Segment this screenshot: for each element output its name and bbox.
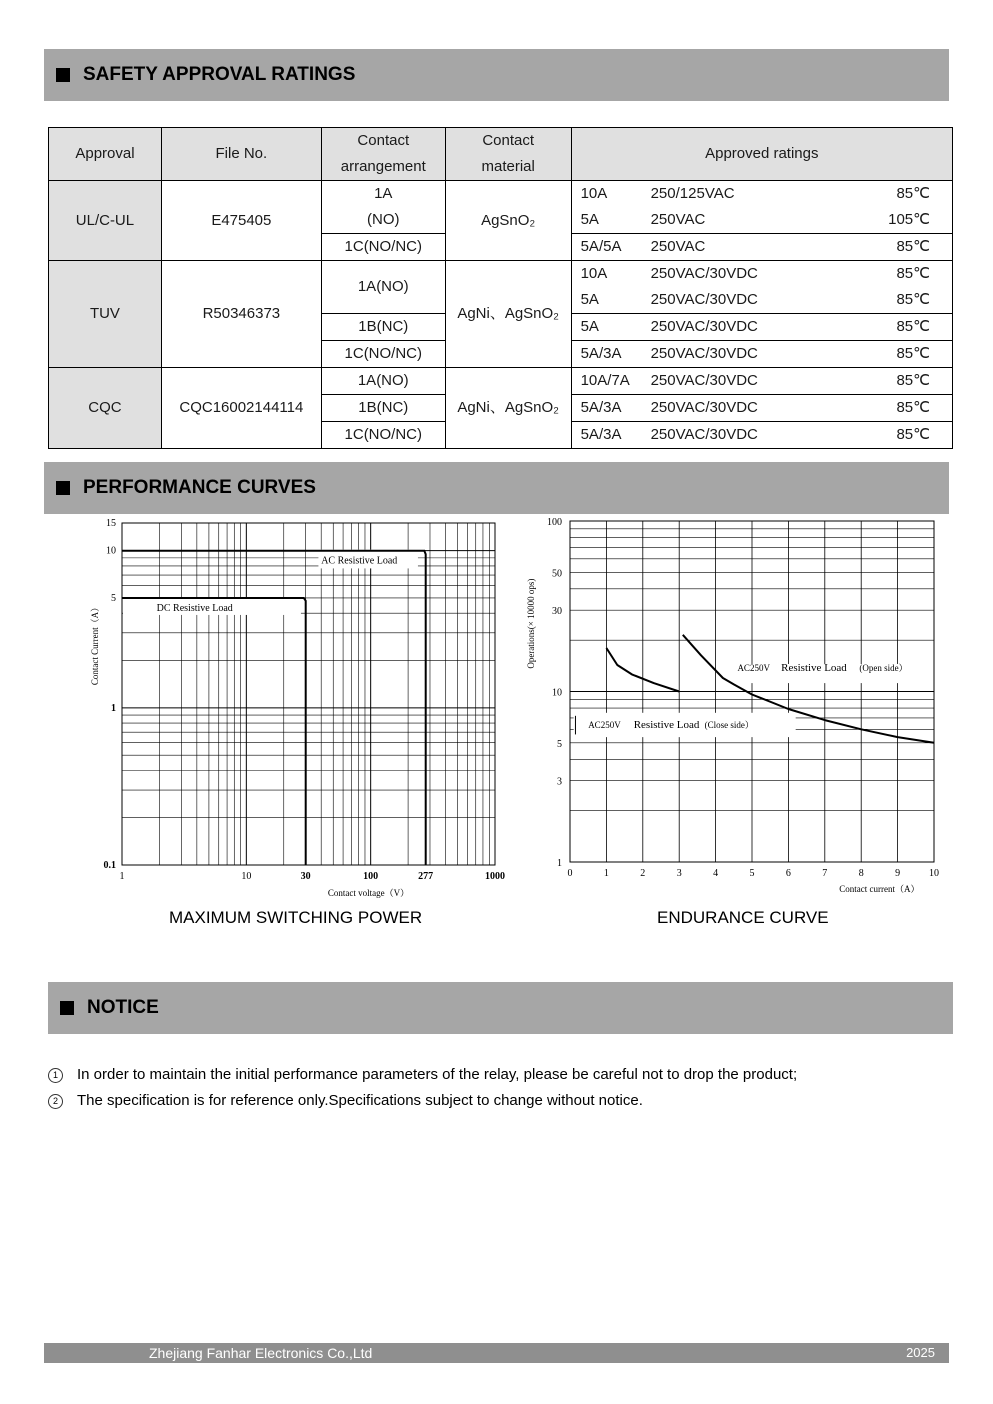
arrangement-cell: 1C(NO/NC) — [321, 341, 445, 368]
approval-table — [48, 127, 953, 449]
chart-caption-left: MAXIMUM SWITCHING POWER — [169, 908, 423, 927]
rating-current: 5A — [580, 291, 599, 308]
rating-voltage: 250VAC/30VDC — [650, 291, 758, 308]
arrangement-cell: 1C(NO/NC) — [321, 422, 445, 449]
x-tick-label: 7 — [822, 868, 828, 879]
rating-temp: 85℃ — [896, 399, 930, 416]
y-tick-label: 5 — [111, 592, 116, 604]
x-tick-label: 100 — [363, 871, 379, 882]
open-label-side: (Open side） — [859, 662, 908, 673]
y-axis-label: Operations(× 10000 ops) — [526, 578, 536, 669]
rating-voltage: 250VAC/30VDC — [650, 265, 758, 282]
rating-cell — [571, 234, 952, 261]
y-tick-label: 10 — [552, 687, 562, 699]
y-tick-label: 1 — [557, 858, 562, 869]
rating-cell — [571, 261, 952, 288]
section-title: NOTICE — [87, 997, 159, 1018]
section-header-safety — [44, 49, 949, 101]
rating-current: 5A — [580, 211, 599, 228]
rating-current: 5A — [580, 318, 599, 335]
rating-cell — [571, 368, 952, 395]
y-tick-label: 0.1 — [103, 860, 116, 871]
rating-temp: 85℃ — [896, 238, 930, 255]
y-tick-label: 100 — [547, 517, 562, 528]
rating-temp: 85℃ — [896, 372, 930, 389]
x-tick-label: 4 — [713, 868, 719, 879]
header-contact-arrangement-2: arrangement — [321, 154, 445, 181]
table-row — [49, 181, 953, 208]
page-footer — [44, 1343, 949, 1363]
open-label-ac250v: AC250V — [737, 662, 770, 673]
header-file-no: File No. — [161, 128, 321, 181]
rating-voltage: 250VAC/30VDC — [650, 399, 758, 416]
header-contact-arrangement: Contact — [321, 128, 445, 155]
section-header-performance — [44, 462, 949, 514]
arrangement-cell: 1C(NO/NC) — [321, 234, 445, 261]
x-tick-label: 9 — [895, 868, 901, 879]
notice-text: The specification is for reference only.Specifications subject to change without notice. — [77, 1092, 643, 1109]
rating-cell — [571, 181, 952, 208]
rating-voltage: 250VAC — [650, 238, 706, 255]
chart-grid — [570, 521, 934, 862]
rating-current: 5A/3A — [580, 426, 622, 443]
y-tick-label: 30 — [552, 606, 562, 618]
open-label-resistive-load: Resistive Load — [781, 661, 847, 674]
rating-voltage: 250VAC/30VDC — [650, 318, 758, 335]
chart-caption-right: ENDURANCE CURVE — [657, 908, 829, 927]
endurance-chart — [520, 515, 950, 905]
arrangement-cell: 1B(NC) — [321, 395, 445, 422]
y-tick-label: 50 — [552, 568, 562, 580]
y-tick-label: 3 — [557, 776, 562, 788]
circled-number-icon: 1 — [48, 1068, 63, 1083]
material-cell: AgNi、AgSnO₂ — [445, 261, 571, 368]
chart-ticks — [526, 517, 939, 894]
notice-item — [48, 1092, 643, 1109]
approval-cell: TUV — [49, 261, 162, 368]
arrangement-cell: 1A(NO) — [321, 261, 445, 314]
x-tick-label: 0 — [567, 868, 573, 879]
material-cell: AgNi、AgSnO₂ — [445, 368, 571, 449]
arrangement-cell: (NO) — [321, 207, 445, 234]
rating-cell — [571, 422, 952, 449]
x-axis-label: Contact current（A） — [839, 884, 920, 894]
rating-temp: 85℃ — [896, 426, 930, 443]
y-axis-label: Contact Current（A） — [90, 602, 100, 686]
rating-voltage: 250/125VAC — [650, 185, 735, 202]
header-approval: Approval — [49, 128, 162, 181]
rating-temp: 85℃ — [896, 291, 930, 308]
rating-temp: 85℃ — [896, 185, 930, 202]
table-row — [49, 368, 953, 395]
file-no-cell: E475405 — [161, 181, 321, 261]
close-label-resistive-load: Resistive Load — [633, 719, 700, 732]
chart-grid — [122, 523, 495, 865]
x-tick-label: 10 — [241, 871, 252, 882]
rating-cell — [571, 314, 952, 341]
rating-cell — [571, 395, 952, 422]
x-tick-label: 1000 — [485, 871, 505, 882]
rating-current: 10A/7A — [580, 372, 630, 389]
rating-current: 5A/3A — [580, 399, 622, 416]
rating-temp: 85℃ — [896, 318, 930, 335]
footer-year: 2025 — [906, 1345, 935, 1360]
plot-frame — [122, 523, 495, 865]
chart-series — [574, 635, 934, 743]
square-bullet-icon — [60, 1001, 74, 1015]
switching-power-chart — [80, 515, 520, 905]
header-contact-material: Contact — [445, 128, 571, 155]
dc-resistive-load-label: DC Resistive Load — [156, 602, 233, 614]
y-tick-label: 5 — [557, 738, 562, 750]
x-tick-label: 1 — [119, 871, 125, 882]
rating-voltage: 250VAC — [650, 211, 706, 228]
close-label-side: (Close side） — [704, 720, 754, 731]
table-header-row — [49, 128, 953, 155]
rating-voltage: 250VAC/30VDC — [650, 372, 758, 389]
x-tick-label: 1 — [603, 868, 609, 879]
x-tick-label: 277 — [418, 871, 434, 882]
footer-company: Zhejiang Fanhar Electronics Co.,Ltd — [149, 1345, 373, 1361]
x-tick-label: 6 — [785, 868, 791, 879]
arrangement-cell: 1B(NC) — [321, 314, 445, 341]
material-cell: AgSnO₂ — [445, 181, 571, 261]
section-title: PERFORMANCE CURVES — [83, 477, 316, 498]
rating-temp: 105℃ — [888, 211, 930, 228]
rating-voltage: 250VAC/30VDC — [650, 345, 758, 362]
rating-current: 5A/5A — [580, 238, 622, 255]
rating-cell — [571, 207, 952, 234]
ac-resistive-load-label: AC Resistive Load — [321, 555, 398, 567]
file-no-cell: R50346373 — [161, 261, 321, 368]
arrangement-cell: 1A — [321, 181, 445, 208]
section-header-notice — [48, 982, 953, 1034]
y-tick-label: 10 — [106, 545, 116, 557]
arrangement-cell: 1A(NO) — [321, 368, 445, 395]
y-tick-label: 1 — [111, 702, 116, 714]
rating-cell — [571, 341, 952, 368]
approval-cell: UL/C-UL — [49, 181, 162, 261]
header-contact-material-2: material — [445, 154, 571, 181]
x-tick-label: 10 — [929, 868, 939, 879]
rating-current: 5A/3A — [580, 345, 622, 362]
x-tick-label: 2 — [640, 868, 646, 879]
square-bullet-icon — [56, 68, 70, 82]
close-label-ac250v: AC250V — [588, 720, 621, 731]
rating-current: 10A — [580, 185, 608, 202]
x-tick-label: 8 — [858, 868, 864, 879]
rating-current: 10A — [580, 265, 608, 282]
rating-temp: 85℃ — [896, 265, 930, 282]
approval-cell: CQC — [49, 368, 162, 449]
section-title: SAFETY APPROVAL RATINGS — [83, 64, 356, 85]
rating-voltage: 250VAC/30VDC — [650, 426, 758, 443]
x-tick-label: 30 — [300, 871, 311, 882]
header-approved-ratings: Approved ratings — [571, 128, 952, 181]
square-bullet-icon — [56, 481, 70, 495]
x-tick-label: 5 — [749, 868, 755, 879]
x-tick-label: 3 — [676, 868, 682, 879]
rating-cell — [571, 287, 952, 314]
y-tick-label: 15 — [106, 518, 116, 529]
x-axis-label: Contact voltage（V） — [327, 888, 410, 898]
table-row — [49, 261, 953, 288]
notice-text: In order to maintain the initial performance parameters of the relay, please be careful not to drop the product; — [77, 1066, 798, 1083]
file-no-cell: CQC16002144114 — [161, 368, 321, 449]
circled-number-icon: 2 — [48, 1094, 63, 1109]
rating-temp: 85℃ — [896, 345, 930, 362]
notice-item — [48, 1066, 797, 1083]
dc-resistive-load-line — [122, 598, 306, 865]
